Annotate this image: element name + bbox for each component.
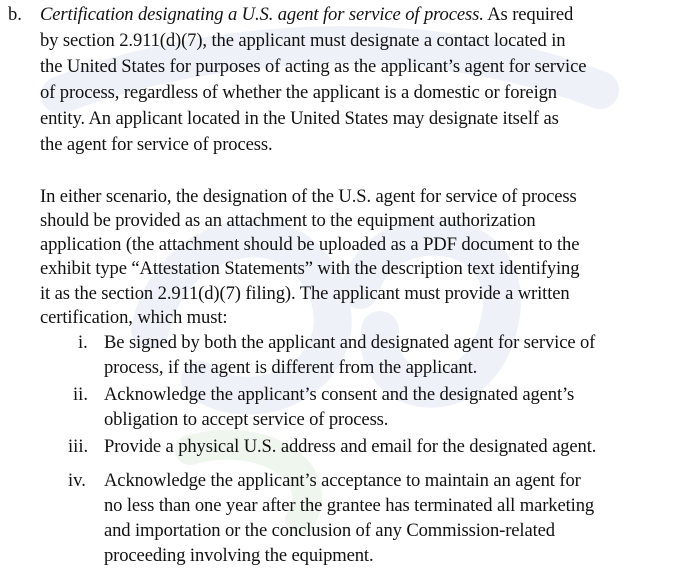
list-item-marker: iv.: [68, 470, 86, 491]
list-item-line: process, if the agent is different from the applicant.: [104, 357, 478, 378]
section-b-line: of process, regardless of whether the applicant is a domestic or foreign: [40, 82, 557, 103]
section-b-line: entity. An applicant located in the United States may designate itself as: [40, 108, 559, 129]
list-item-line: Acknowledge the applicant’s consent and the designated agent’s: [104, 384, 575, 405]
section-heading: Certification designating a U.S. agent for service of process.: [40, 4, 484, 25]
list-item-line: Provide a physical U.S. address and email for the designated agent.: [104, 436, 597, 457]
paragraph-2-line: In either scenario, the designation of the U.S. agent for service of process: [40, 186, 577, 207]
paragraph-2-line: application (the attachment should be uploaded as a PDF document to the: [40, 234, 580, 255]
paragraph-2-line: exhibit type “Attestation Statements” with the description text identifying: [40, 258, 580, 279]
section-b-line: by section 2.911(d)(7), the applicant must designate a contact located in: [40, 30, 566, 51]
list-item-line: no less than one year after the grantee has terminated all marketing: [104, 495, 595, 516]
list-item-line: proceeding involving the equipment.: [104, 545, 374, 566]
list-item-line: Acknowledge the applicant’s acceptance to maintain an agent for: [104, 470, 581, 491]
list-item-line: and importation or the conclusion of any Commission-related: [104, 520, 555, 541]
section-marker: b.: [8, 4, 22, 25]
section-b-line-1: [40, 3, 573, 27]
section-b-line: the United States for purposes of acting as the applicant’s agent for service: [40, 56, 587, 77]
section-b-line: the agent for service of process.: [40, 134, 273, 155]
list-item-line: Be signed by both the applicant and designated agent for service of: [104, 332, 596, 353]
section-b-text: As required: [483, 4, 574, 25]
paragraph-2-line: certification, which must:: [40, 307, 228, 328]
list-item-marker: ii.: [73, 384, 88, 405]
list-item-line: obligation to accept service of process.: [104, 409, 389, 430]
paragraph-2-line: should be provided as an attachment to the equipment authorization: [40, 210, 536, 231]
list-item-marker: iii.: [68, 436, 89, 457]
list-item-marker: i.: [78, 332, 88, 353]
paragraph-2-line: it as the section 2.911(d)(7) filing). The applicant must provide a written: [40, 283, 570, 304]
